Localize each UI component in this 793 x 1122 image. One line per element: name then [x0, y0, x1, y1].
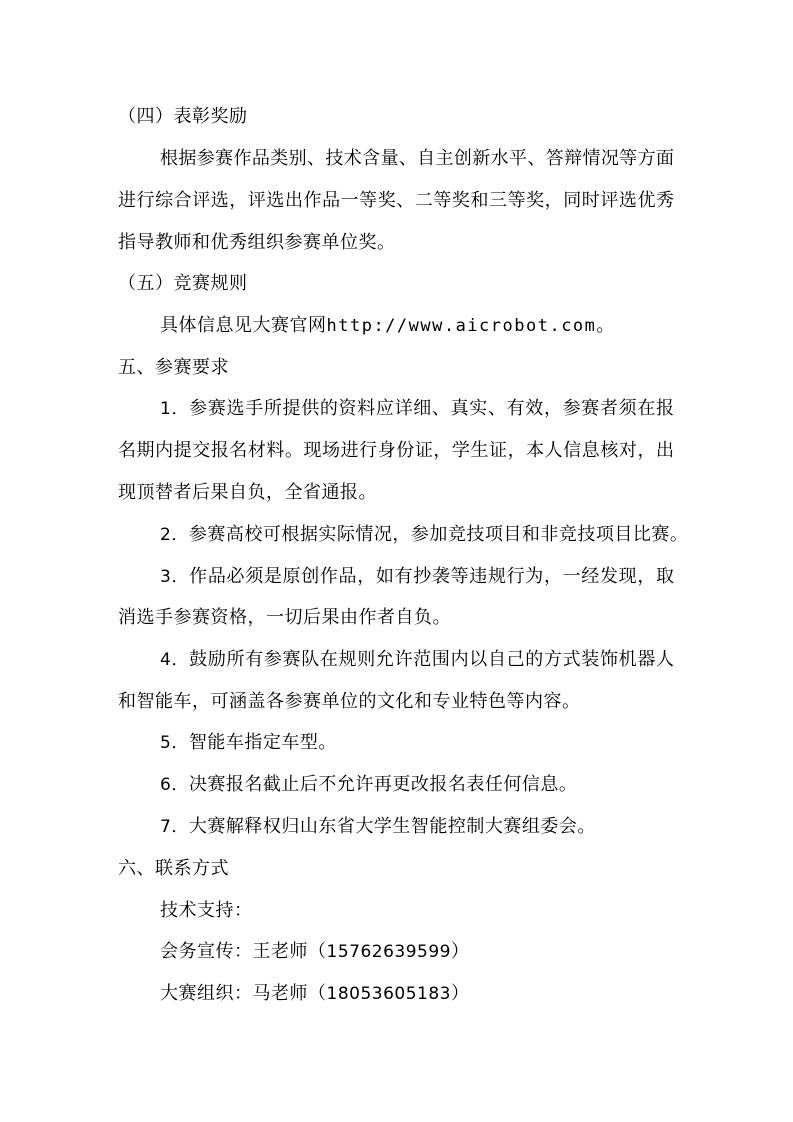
- section-4-para-line-2: 进行综合评选，评选出作品一等奖、二等奖和三等奖，同时评选优秀: [118, 190, 674, 211]
- official-website-url[interactable]: http://www.aicrobot.com: [326, 316, 597, 336]
- requirement-item-1-line-3: 现顶替者后果自负，全省通报。: [118, 482, 377, 503]
- requirement-item-3-text: 作品必须是原创作品，如有抄袭等违规行为，一经发现，取: [189, 566, 674, 587]
- requirement-item-6-text: 决赛报名截止后不允许再更改报名表任何信息。: [188, 774, 578, 795]
- section-4-para-line-3: 指导教师和优秀组织参赛单位奖。: [118, 232, 396, 253]
- requirement-item-7-text: 大赛解释权归山东省大学生智能控制大赛组委会。: [188, 816, 596, 837]
- requirement-item-1-text: 参赛选手所提供的资料应详细、真实、有效，参赛者须在报: [189, 398, 674, 419]
- requirement-item-3-number: 3．: [160, 567, 190, 587]
- section-4-para-line-1: 根据参赛作品类别、技术含量、自主创新水平、答辩情况等方面: [160, 148, 674, 169]
- organization-contact-close: ）: [450, 983, 470, 1004]
- requirement-item-5-number: 5．: [160, 733, 189, 753]
- requirement-item-2: [160, 523, 688, 547]
- requirement-item-1-line-1: [160, 397, 674, 421]
- requirements-heading: 五、参赛要求: [118, 357, 229, 378]
- requirement-item-6-number: 6．: [160, 775, 189, 795]
- requirement-item-3-line-1: [160, 565, 674, 589]
- requirement-item-5-text: 智能车指定车型。: [188, 732, 337, 753]
- section-5-heading: （五）竞赛规则: [118, 273, 248, 294]
- publicity-contact: [160, 940, 469, 964]
- requirement-item-2-text: 参赛高校可根据实际情况，参加竞技项目和非竞技项目比赛。: [188, 524, 689, 545]
- requirement-item-6: [160, 773, 577, 797]
- section-4-heading: （四）表彰奖励: [118, 106, 248, 127]
- tech-support-label: 技术支持：: [160, 900, 253, 921]
- requirement-item-2-number: 2．: [160, 525, 189, 545]
- section-5-para-prefix: 具体信息见大赛官网: [160, 315, 327, 336]
- requirement-item-4-line-2: 和智能车，可涵盖各参赛单位的文化和专业特色等内容。: [118, 691, 581, 712]
- section-5-para: [160, 314, 615, 338]
- requirement-item-3-line-2: 消选手参赛资格，一切后果由作者自负。: [118, 607, 451, 628]
- requirement-item-1-number: 1．: [160, 399, 190, 419]
- contact-heading: 六、联系方式: [118, 858, 229, 879]
- requirement-item-4-number: 4．: [160, 650, 190, 670]
- publicity-contact-label: 会务宣传：王老师（: [160, 941, 327, 962]
- publicity-contact-close: ）: [450, 941, 470, 962]
- requirement-item-5: [160, 731, 337, 755]
- requirement-item-1-line-2: 名期内提交报名材料。现场进行身份证，学生证，本人信息核对，出: [118, 440, 674, 461]
- section-5-para-suffix: 。: [596, 315, 615, 336]
- requirement-item-4-text: 鼓励所有参赛队在规则允许范围内以自己的方式装饰机器人: [189, 649, 674, 670]
- organization-contact-label: 大赛组织：马老师（: [160, 983, 327, 1004]
- publicity-phone: 15762639599: [326, 942, 451, 962]
- requirement-item-7-number: 7．: [160, 817, 189, 837]
- requirement-item-7: [160, 815, 596, 839]
- organization-contact: [160, 982, 469, 1006]
- requirement-item-4-line-1: [160, 648, 674, 672]
- organization-phone: 18053605183: [326, 984, 451, 1004]
